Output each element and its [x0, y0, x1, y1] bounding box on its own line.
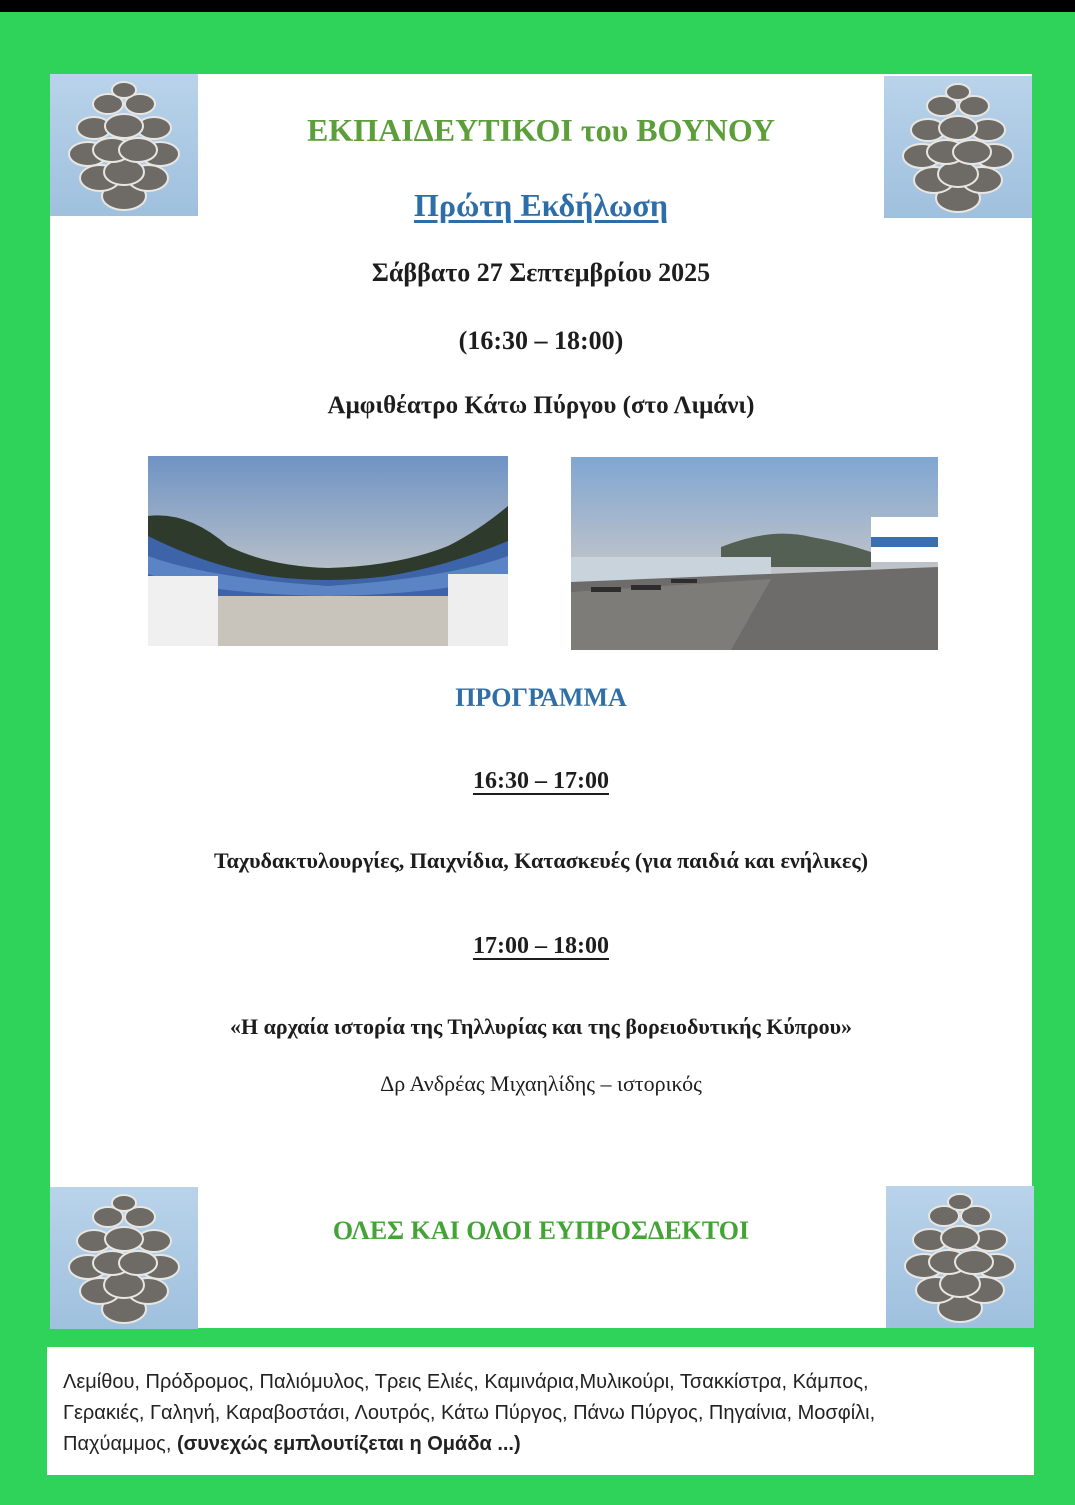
- program-slot2-talk: «Η αρχαία ιστορία της Τηλλυρίας και της βορειοδυτικής Κύπρου»: [229, 1014, 853, 1039]
- villages-line-2: Γερακιές, Γαληνή, Καραβοστάσι, Λουτρός, Κάτω Πύργος, Πάνω Πύργος, Πηγαίνια, Μοσφίλι,: [63, 1402, 876, 1424]
- event-time: (16:30 – 18:00): [458, 326, 624, 355]
- villages-line-3-text: Παχύαμμος,: [63, 1433, 172, 1455]
- top-black-bar: [0, 0, 1075, 12]
- event-venue: Αμφιθέατρο Κάτω Πύργου (στο Λιμάνι): [327, 392, 755, 419]
- pinecone-image-bottom-right: [886, 1186, 1034, 1328]
- program-slot2-time: [50, 933, 1032, 960]
- program-heading: ΠΡΟΓΡΑΜΜΑ: [455, 683, 627, 712]
- welcome-message: ΟΛΕΣ ΚΑΙ ΟΛΟΙ ΕΥΠΡΟΣΔΕΚΤΟΙ: [332, 1216, 750, 1245]
- villages-line-3: [63, 1429, 1018, 1460]
- event-date: Σάββατο 27 Σεπτεμβρίου 2025: [371, 258, 711, 287]
- program-slot1-activity: Ταχυδακτυλουργίες, Παιχνίδια, Κατασκευές (για παιδιά και ενήλικες): [213, 848, 869, 873]
- harbour-photo: [571, 457, 938, 650]
- event-subtitle: Πρώτη Εκδήλωση: [414, 187, 668, 223]
- slot1-time-text: 16:30 – 17:00: [473, 768, 609, 794]
- amphitheatre-photo: [148, 456, 508, 646]
- slot2-time-text: 17:00 – 18:00: [473, 933, 609, 959]
- program-slot1-time: [50, 768, 1032, 795]
- villages-box: [47, 1347, 1034, 1475]
- villages-line-1: Λεμίθου, Πρόδρομος, Παλιόμυλος, Τρεις Ελιές, Καμινάρια,Μυλικούρι, Τσακκίστρα, Κάμπος,: [63, 1371, 869, 1393]
- villages-note: (συνεχώς εμπλουτίζεται η Ομάδα ...): [176, 1433, 521, 1455]
- program-slot2-speaker: Δρ Ανδρέας Μιχαηλίδης – ιστορικός: [380, 1071, 702, 1096]
- pinecone-image-bottom-left: [50, 1187, 198, 1329]
- event-series-title: ΕΚΠΑΙΔΕΥΤΙΚΟΙ του ΒΟΥΝΟΥ: [306, 112, 775, 148]
